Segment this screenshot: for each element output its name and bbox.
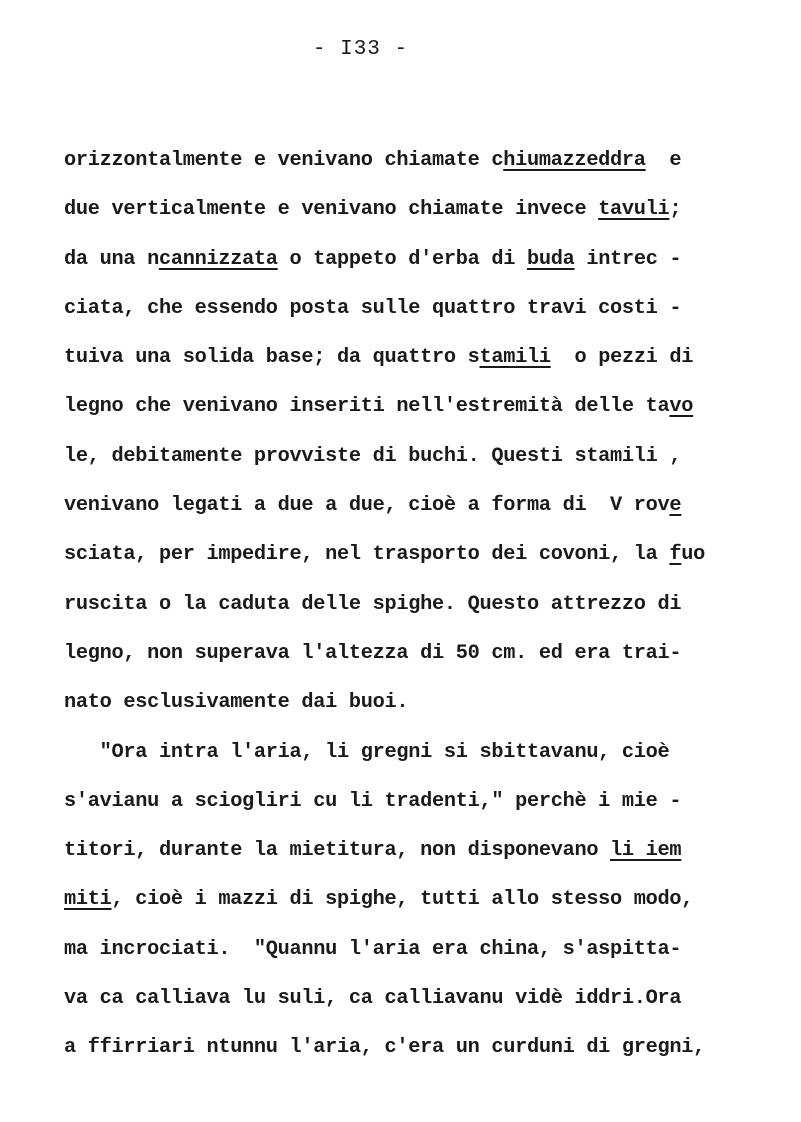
text-line — [64, 136, 744, 185]
text-segment: sciata, per impedire, nel trasporto dei covoni, la — [64, 543, 670, 567]
underlined-term: tamili — [479, 346, 551, 370]
text-segment: venivano legati a due a due, cioè a forma di V rov — [64, 494, 670, 518]
underlined-term: cannizzata — [158, 247, 278, 271]
text-segment: due verticalmente e venivano chiamate invece — [64, 198, 599, 222]
text-line — [64, 530, 744, 579]
text-segment: ciata, che essendo posta sulle quattro travi costi - — [64, 296, 682, 320]
text-segment: a ffirriari ntunnu l'aria, c'era un curduni di gregni, — [64, 1036, 706, 1060]
text-line — [64, 1023, 744, 1072]
text-line — [64, 777, 744, 826]
underlined-term: e — [669, 494, 682, 518]
underlined-term: tavuli — [598, 198, 670, 222]
text-segment: ma incrociati. "Quannu l'aria era china, s'aspitta- — [64, 937, 682, 961]
text-line — [64, 185, 744, 234]
text-segment: da una n — [64, 247, 159, 271]
text-segment: legno che venivano inseriti nell'estremità delle ta — [64, 395, 670, 419]
text-segment: intrec - — [574, 247, 682, 271]
text-segment: titori, durante la mietitura, non disponevano — [64, 839, 611, 863]
text-line — [64, 875, 744, 924]
text-segment: "Ora intra l'aria, li gregni si sbittavanu, cioè — [64, 740, 670, 764]
text-line — [64, 284, 744, 333]
underlined-term: buda — [526, 247, 575, 271]
text-segment: orizzontalmente e venivano chiamate c — [64, 149, 504, 172]
text-segment: va ca calliava lu suli, ca calliavanu vidè iddri.Ora — [64, 987, 682, 1011]
underlined-term: f — [669, 543, 682, 567]
page-number: - I33 - — [312, 38, 409, 61]
underlined-term: vo — [669, 395, 694, 419]
text-segment: legno, non superava l'altezza di 50 cm. ed era trai- — [64, 641, 682, 665]
body-text — [64, 136, 744, 1073]
text-line — [64, 826, 744, 875]
text-segment: ; — [669, 198, 682, 222]
text-line — [64, 382, 744, 431]
text-segment: o pezzi di — [550, 346, 694, 370]
text-line — [64, 728, 744, 777]
text-line — [64, 580, 744, 629]
text-segment: e — [645, 149, 682, 172]
text-segment: le, debitamente provviste di buchi. Questi stamili , — [64, 444, 682, 468]
text-line — [64, 432, 744, 481]
text-segment: tuiva una solida base; da quattro s — [64, 346, 480, 370]
underlined-term: miti — [64, 888, 112, 912]
text-segment: nato esclusivamente dai buoi. — [64, 691, 409, 715]
text-line — [64, 629, 744, 678]
text-segment: uo — [681, 543, 706, 567]
text-segment: s'avianu a sciogliri cu li tradenti," perchè i mie - — [64, 789, 682, 813]
text-segment: ruscita o la caduta delle spighe. Questo attrezzo di — [64, 592, 682, 616]
text-line — [64, 925, 744, 974]
text-line — [64, 481, 744, 530]
underlined-term: hiumazzeddra — [503, 149, 646, 172]
text-line — [64, 235, 744, 284]
underlined-term: li iem — [610, 839, 682, 863]
text-line — [64, 678, 744, 727]
text-line — [64, 333, 744, 382]
text-line — [64, 974, 744, 1023]
text-segment: o tappeto d'erba di — [277, 247, 527, 271]
text-segment: , cioè i mazzi di spighe, tutti allo stesso modo, — [111, 888, 694, 912]
